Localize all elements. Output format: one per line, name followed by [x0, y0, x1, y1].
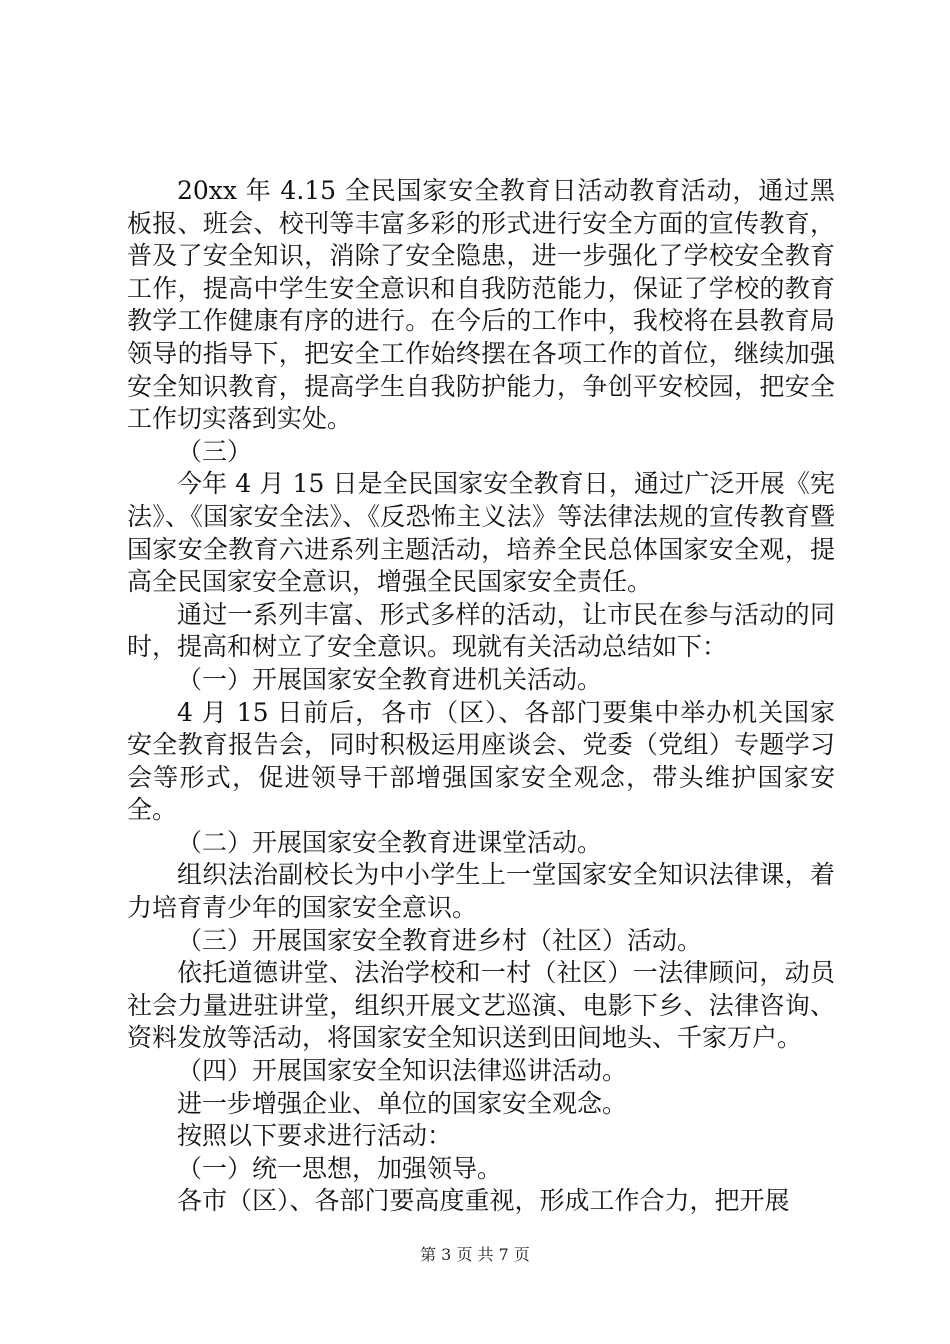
paragraph: 各市（区）、各部门要高度重视，形成工作合力，把开展: [177, 1186, 790, 1216]
paragraph: 组织法治副校长为中小学生上一堂国家安全知识法律课，着力培育青少年的国家安全意识。: [127, 860, 835, 923]
page-footer: [0, 1245, 950, 1265]
paragraph: 20xx 年 4.15 全民国家安全教育日活动教育活动，通过黑板报、班会、校刊等丰富多彩的形式进行安全方面的宣传教育，普及了安全知识，消除了安全隐患，进一步强化了学校安全教育工作，提高中学生安全意识和自我防范能力，保证了学校的教育教学工作健康有序的进行。在今后的工作中，我校将在县教育局领导的指导下，把安全工作始终摆在各项工作的首位，继续加强安全知识教育，提高学生自我防护能力，争创平安校园，把安全工作切实落到实处。: [127, 176, 835, 434]
subheading: （二）开展国家安全教育进课堂活动。: [177, 827, 603, 857]
subheading: （一）统一思想，加强领导。: [177, 1153, 503, 1183]
paragraph: 通过一系列丰富、形式多样的活动，让市民在参与活动的同时，提高和树立了安全意识。现就有关活动总结如下：: [127, 599, 835, 662]
subheading: （四）开展国家安全知识法律巡讲活动。: [177, 1056, 628, 1086]
subheading: （三）开展国家安全教育进乡村（社区）活动。: [177, 925, 703, 955]
paragraph: 依托道德讲堂、法治学校和一村（社区）一法律顾问，动员社会力量进驻讲堂，组织开展文艺巡演、电影下乡、法律咨询、资料发放等活动，将国家安全知识送到田间地头、千家万户。: [127, 958, 835, 1053]
page-number: 第 3 页 共 7 页: [420, 1245, 530, 1264]
paragraph: 今年 4 月 15 日是全民国家安全教育日，通过广泛开展《宪法》、《国家安全法》、《反恐怖主义法》等法律法规的宣传教育暨国家安全教育六进系列主题活动，培养全民总体国家安全观，提高全民国家安全意识，增强全民国家安全责任。: [127, 469, 835, 597]
paragraph: 进一步增强企业、单位的国家安全观念。: [177, 1088, 628, 1118]
section-heading: （三）: [177, 436, 253, 466]
subheading: （一）开展国家安全教育进机关活动。: [177, 664, 603, 694]
paragraph: 4 月 15 日前后，各市（区）、各部门要集中举办机关国家安全教育报告会，同时积极运用座谈会、党委（党组）专题学习会等形式，促进领导干部增强国家安全观念，带头维护国家安全。: [127, 697, 835, 825]
document-body: [127, 175, 835, 1218]
paragraph: 按照以下要求进行活动：: [177, 1121, 453, 1151]
